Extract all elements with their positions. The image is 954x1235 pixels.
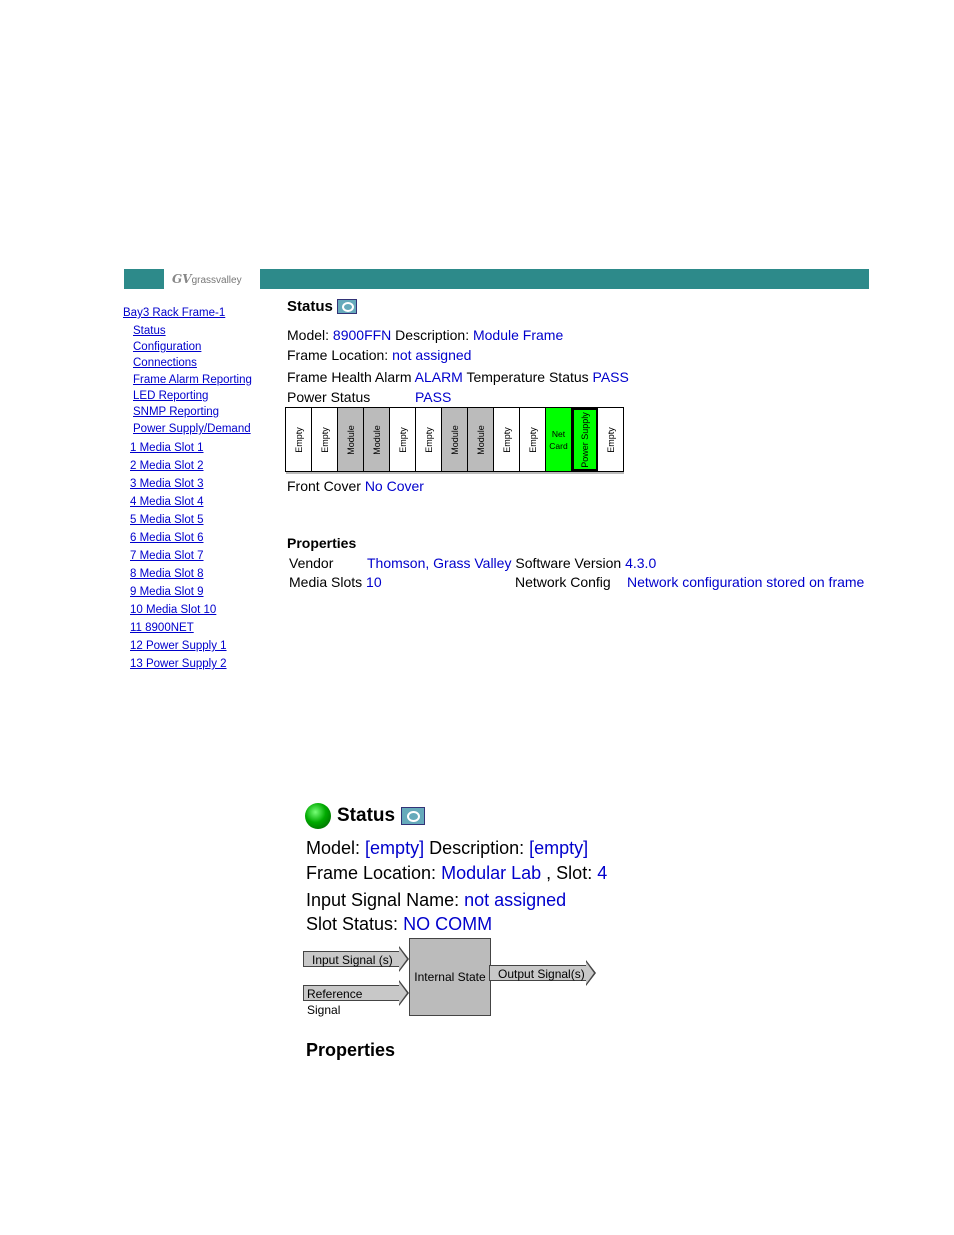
- sidebar-slot-link[interactable]: 12 Power Supply 1: [130, 640, 227, 652]
- health-value: ALARM: [414, 369, 463, 385]
- sidebar-slot-link[interactable]: 7 Media Slot 7: [130, 550, 204, 562]
- sidebar-link-power-supply[interactable]: Power Supply/Demand: [133, 423, 251, 435]
- network-config-label: Network Config: [515, 574, 611, 590]
- header-banner: [124, 269, 869, 289]
- sidebar-slot-link[interactable]: 8 Media Slot 8: [130, 568, 204, 580]
- status-title: Status: [287, 298, 333, 315]
- sidebar-link-status[interactable]: Status: [133, 325, 166, 337]
- refresh-icon[interactable]: [401, 807, 425, 825]
- frame-slot-net-card[interactable]: Net Card: [546, 408, 572, 471]
- description-value: Module Frame: [472, 327, 564, 343]
- frame-slot[interactable]: Module: [442, 408, 468, 471]
- sidebar-root-link[interactable]: Bay3 Rack Frame-1: [123, 307, 226, 319]
- sidebar-slot-link[interactable]: 5 Media Slot 5: [130, 514, 204, 526]
- module-model-value: [empty]: [365, 838, 425, 858]
- vendor-value: Thomson, Grass Valley: [367, 555, 512, 571]
- front-cover-row: Front Cover No Cover: [287, 478, 424, 494]
- logo-mark: GV: [172, 272, 192, 286]
- sidebar-slot-link[interactable]: 13 Power Supply 2: [130, 658, 227, 670]
- model-value: 8900FFN: [332, 327, 392, 343]
- module-slot-value: 4: [597, 863, 608, 883]
- status-led-icon: [305, 803, 331, 829]
- front-cover-value: No Cover: [364, 478, 424, 494]
- sidebar-link-connections[interactable]: Connections: [133, 357, 197, 369]
- frame-slot[interactable]: Module: [364, 408, 390, 471]
- slot-status-row: Slot Status: NO COMM: [306, 914, 493, 934]
- sidebar-slot-link[interactable]: 6 Media Slot 6: [130, 532, 204, 544]
- location-row: Frame Location: not assigned: [287, 347, 472, 363]
- sidebar-slot-link[interactable]: 9 Media Slot 9: [130, 586, 204, 598]
- media-slots-row: Media Slots 10: [289, 574, 382, 590]
- software-version-value: 4.3.0: [625, 555, 657, 571]
- sidebar-slot-link[interactable]: 4 Media Slot 4: [130, 496, 204, 508]
- frame-slot[interactable]: Module: [468, 408, 494, 471]
- module-model-row: Model: [empty] Description: [empty]: [306, 838, 589, 858]
- network-config-value: Network configuration stored on frame: [627, 574, 865, 590]
- internal-state-box[interactable]: Internal State: [409, 938, 491, 1016]
- vendor-row: Thomson, Grass Valley Software Version 4.3.0: [367, 555, 657, 571]
- media-slots-value: 10: [366, 574, 382, 590]
- output-signal-arrow[interactable]: Output Signal(s): [489, 965, 586, 981]
- status-heading: [287, 298, 357, 315]
- location-value: not assigned: [392, 347, 472, 363]
- frame-slot[interactable]: Module: [338, 408, 364, 471]
- module-location-value: Modular Lab: [441, 863, 542, 883]
- input-signal-value: not assigned: [464, 890, 567, 910]
- power-row: Power Status: [287, 389, 371, 405]
- reference-signal-arrow[interactable]: Reference Signal: [303, 985, 399, 1001]
- temperature-value: PASS: [592, 369, 629, 385]
- health-row: Frame Health Alarm ALARM Temperature Status PASS: [287, 369, 629, 385]
- model-row: Model: 8900FFN Description: Module Frame: [287, 327, 564, 343]
- sidebar-slot-link[interactable]: 10 Media Slot 10: [130, 604, 217, 616]
- properties-heading: Properties: [287, 535, 357, 551]
- frame-slot-strip: [285, 407, 624, 472]
- logo-text: grassvalley: [191, 275, 242, 286]
- sidebar-link-led[interactable]: LED Reporting: [133, 390, 209, 402]
- sidebar-link-frame-alarm[interactable]: Frame Alarm Reporting: [133, 374, 252, 386]
- frame-slot[interactable]: Empty: [520, 408, 546, 471]
- sidebar-slot-link[interactable]: 1 Media Slot 1: [130, 442, 204, 454]
- sidebar-slot-link[interactable]: 2 Media Slot 2: [130, 460, 204, 472]
- module-status-heading: [305, 803, 425, 829]
- sidebar-slot-link[interactable]: 3 Media Slot 3: [130, 478, 204, 490]
- input-signal-row: Input Signal Name: not assigned: [306, 890, 567, 910]
- frame-slot[interactable]: Empty: [494, 408, 520, 471]
- vendor-label: Vendor: [289, 555, 334, 571]
- module-location-row: Frame Location: Modular Lab , Slot: 4: [306, 863, 608, 883]
- frame-slot[interactable]: Empty: [390, 408, 416, 471]
- module-properties-heading: Properties: [306, 1040, 396, 1060]
- module-description-value: [empty]: [529, 838, 589, 858]
- grass-valley-logo: [164, 269, 260, 289]
- frame-slot[interactable]: Empty: [598, 408, 624, 471]
- frame-slot-power-supply[interactable]: Power Supply: [572, 408, 598, 471]
- input-signal-arrow[interactable]: Input Signal (s): [303, 951, 399, 967]
- refresh-icon[interactable]: [337, 299, 357, 314]
- sidebar-link-configuration[interactable]: Configuration: [133, 341, 202, 353]
- frame-slot[interactable]: Empty: [312, 408, 338, 471]
- signal-flow-diagram: [302, 937, 602, 1017]
- sidebar-link-snmp[interactable]: SNMP Reporting: [133, 406, 220, 418]
- frame-slot[interactable]: Empty: [286, 408, 312, 471]
- slot-status-value: NO COMM: [403, 914, 493, 934]
- frame-slot[interactable]: Empty: [416, 408, 442, 471]
- module-status-title: Status: [337, 805, 396, 826]
- power-value: PASS: [415, 389, 452, 405]
- sidebar-slot-link[interactable]: 11 8900NET: [130, 622, 194, 634]
